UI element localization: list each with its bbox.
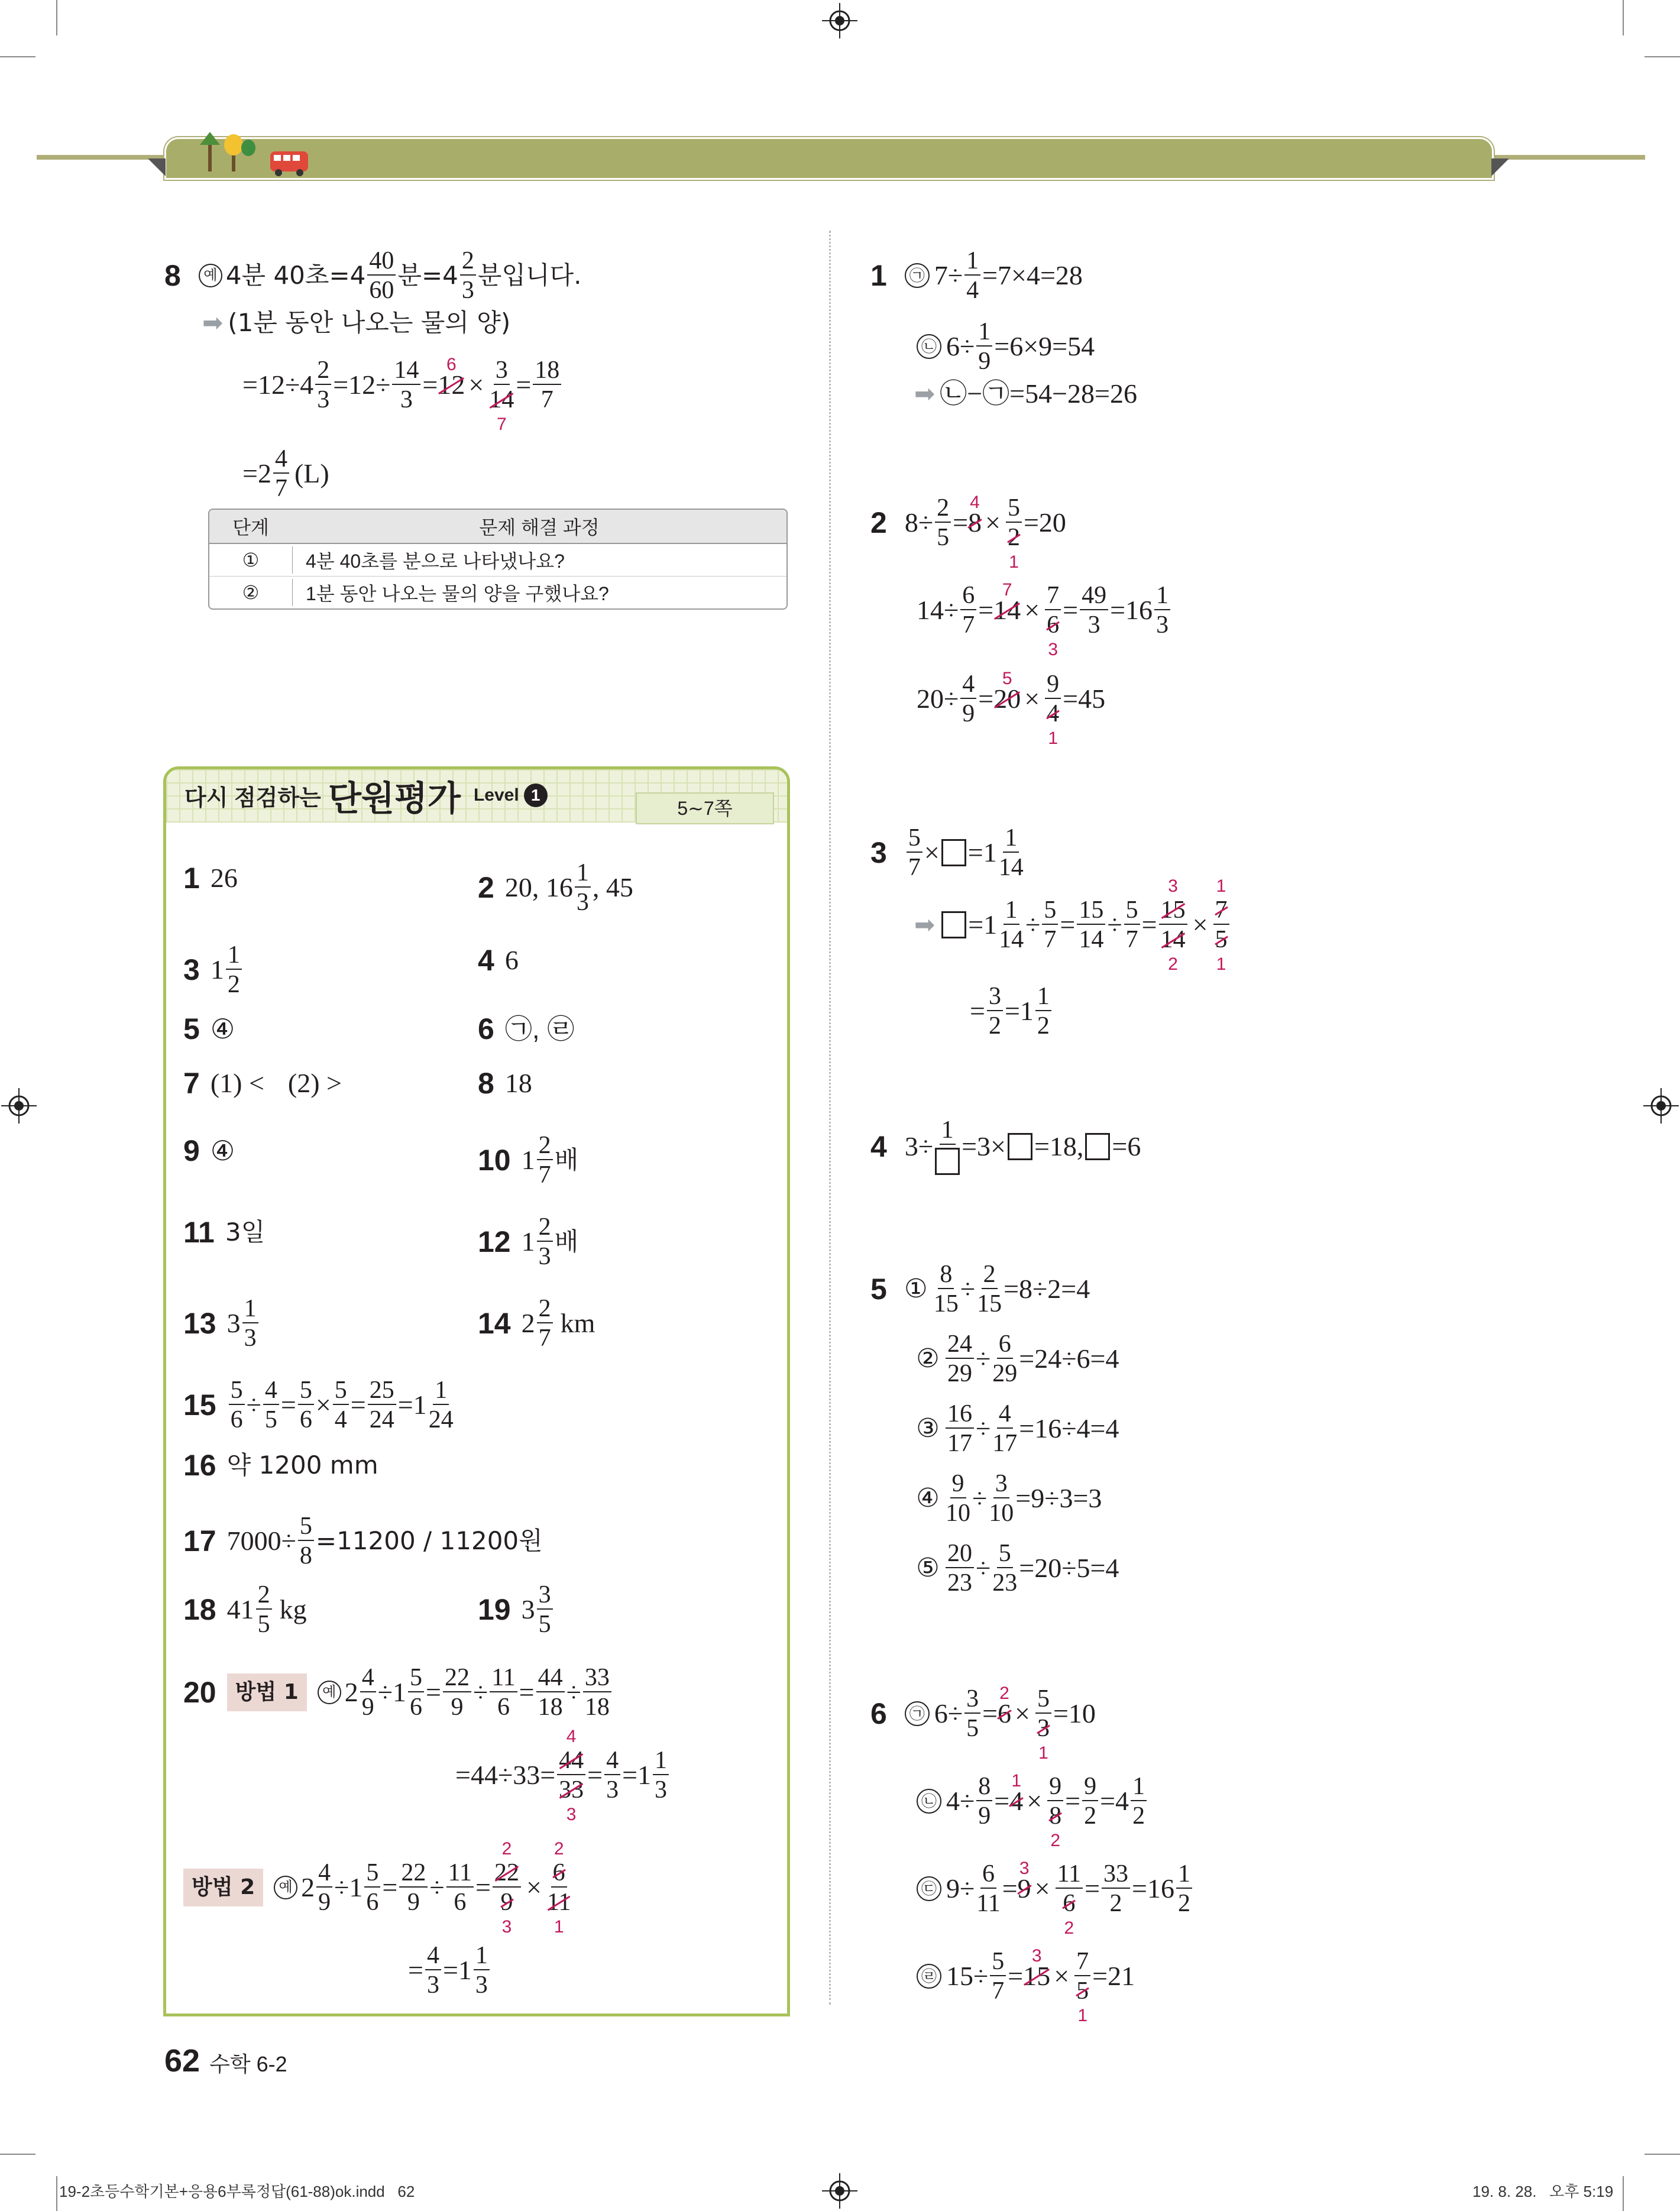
registration-mark-bottom	[822, 2173, 857, 2209]
method-badge: 방법 2	[183, 1869, 263, 1906]
r-q1-c: ➡ ㉡−㉠=54−28=26	[914, 376, 1137, 412]
fraction: $\frac{2}{3}$	[460, 248, 476, 303]
answer-14: 14 2 $\frac{2}{7}$ km	[478, 1295, 595, 1352]
arrow-icon: ➡	[914, 379, 936, 408]
q8-line1: 8 예 4분 40초=4 $\frac{40}{60}$ 분=4 $\frac{2}{3}$ 분입니다.	[164, 247, 582, 304]
answer-16: 16 약 1200 mm	[183, 1449, 378, 1482]
blank-box	[941, 911, 966, 938]
r-q3-l1: 3 $\frac{5}{7}$ × =1 $\frac{1}{14}$	[870, 824, 1024, 881]
answer-20-method2-line2: = $\frac{4}{3}$ =1 $\frac{1}{3}$	[408, 1943, 491, 1998]
method-badge: 방법 1	[227, 1673, 307, 1711]
answer-7: 7 (1) < (2) >	[183, 1067, 342, 1100]
table-header-step: 단계	[232, 517, 269, 538]
crop-mark-top-right-v	[1623, 0, 1624, 35]
r-q1-a: 1 ㉠ 7÷ $\frac{1}{4}$ =7×4=28	[870, 247, 1083, 304]
crop-mark-bottom-right-v	[1623, 2176, 1624, 2211]
header-right-tab-icon	[1491, 158, 1509, 176]
r-q6-b: ㉡ 4÷ $\frac{8}{9}$ = 4 1 × 9 8 2 = $\frac{9}{2}$ =4 $\frac{1}{2}$	[917, 1774, 1148, 1828]
blank-box	[1008, 1133, 1032, 1160]
r-q6-c: ㉢ 9÷ $\frac{6}{11}$ = 9 3 × 11 6 2 = $\frac{33}{2}$ =16 $\frac{1}{2}$	[917, 1862, 1194, 1916]
unit-test-title: 다시 점검하는 단원평가 Level 1	[184, 772, 548, 819]
r-q5-row4: ④ $\frac{9}{10}$ ÷ $\frac{3}{10}$ =9÷3=3	[916, 1470, 1102, 1527]
scoring-table	[208, 509, 788, 610]
footer-timestamp: 19. 8. 28. 오후 5:19	[1472, 2183, 1614, 2200]
table-row: ② 1분 동안 나오는 물의 양을 구했나요?	[209, 577, 786, 608]
r-q6-a: 6 ㉠ 6÷ $\frac{3}{5}$ = 6 2 × 5 3 1 =10	[870, 1684, 1096, 1763]
answer-15: 15 $\frac{5}{6}$ ÷ $\frac{4}{5}$ = $\frac{5}{6}$ × $\frac{5}{4}$ = $\frac{25}{24}$ =1 $\frac{1}{24}$	[183, 1377, 454, 1433]
cancel-note: 7	[496, 415, 507, 434]
r-q5-row5: ⑤ $\frac{20}{23}$ ÷ $\frac{5}{23}$ =20÷5=4	[916, 1540, 1119, 1597]
page-subject: 수학 6-2	[209, 2052, 287, 2076]
crop-mark-top-right	[1645, 56, 1680, 57]
r-q5-row3: ③ $\frac{16}{17}$ ÷ $\frac{4}{17}$ =16÷4=4	[916, 1400, 1119, 1457]
registration-mark-right	[1643, 1088, 1679, 1124]
cancel-note: 6	[446, 355, 457, 374]
header-bar	[164, 137, 1494, 180]
answer-2: 2 20, 16 $\frac{1}{3}$ , 45	[478, 859, 633, 916]
blank-box	[941, 839, 966, 866]
page-number-block	[164, 2042, 287, 2079]
answer-5: 5 ④	[183, 1012, 235, 1045]
answer-1: 1 26	[183, 862, 238, 895]
example-mark: 예	[199, 264, 222, 287]
arrow-icon: ➡	[202, 308, 224, 337]
page-number: 62	[164, 2043, 200, 2079]
answer-6: 6 ㉠, ㉣	[478, 1012, 575, 1045]
q8-number: 8	[164, 259, 181, 292]
answer-20-method1-line2: =44÷33= 44 4 33 3 = $\frac{4}{3}$ =1 $\frac{1}{3}$	[455, 1748, 671, 1802]
header-left-tab-icon	[148, 158, 166, 176]
table-row: ① 4분 40초를 분으로 나타냈나요?	[209, 544, 786, 577]
answer-9: 9 ④	[183, 1134, 235, 1167]
blank-box	[1085, 1133, 1110, 1160]
answer-13: 13 3 $\frac{1}{3}$	[183, 1296, 260, 1351]
q8-line4: =2 $\frac{4}{7}$ (L)	[242, 445, 329, 502]
crop-mark-bottom-left-v	[56, 2176, 57, 2211]
answer-11: 11 3일	[183, 1216, 266, 1249]
r-q5-row1: 5 ① $\frac{8}{15}$ ÷ $\frac{2}{15}$ =8÷2=4	[870, 1261, 1090, 1317]
q8-line2: ➡ (1분 동안 나오는 물의 양)	[202, 305, 510, 341]
table-header-process: 문제 해결 과정	[479, 517, 600, 538]
crop-mark-bottom-right	[1645, 2154, 1680, 2155]
level-badge: 1	[524, 784, 548, 807]
answer-12: 12 1 $\frac{2}{3}$ 배	[478, 1213, 579, 1270]
answer-19: 19 3 $\frac{3}{5}$	[478, 1582, 555, 1637]
answer-4: 4 6	[478, 944, 519, 977]
page-range-tab: 5∼7쪽	[636, 792, 774, 824]
answer-18: 18 41 $\frac{2}{5}$ kg	[183, 1581, 307, 1638]
fraction: $\frac{40}{60}$	[367, 248, 396, 303]
tree-icon	[195, 127, 260, 174]
blank-box	[935, 1148, 960, 1175]
r-q2-l3: 20÷ $\frac{4}{9}$ = 20 5 × 9 4 1 =45	[917, 669, 1106, 748]
r-q5-row2: ② $\frac{24}{29}$ ÷ $\frac{6}{29}$ =24÷6=4	[916, 1331, 1119, 1387]
q8-line3: =12÷4 $\frac{2}{3}$ =12÷ $\frac{14}{3}$ = 12 6 × 3 14 7 = $\frac{18}{7}$	[242, 358, 563, 412]
answer-20-method2-line1: 방법 2 예 2 $\frac{4}{9}$ ÷1 $\frac{5}{6}$ = $\frac{22}{9}$ ÷ $\frac{11}{6}$ = 22 2 9 3 × 6 2 11 1	[183, 1860, 572, 1915]
column-divider	[829, 231, 831, 2005]
r-q1-b: ㉡ 6÷ $\frac{1}{9}$ =6×9=54	[917, 319, 1095, 374]
answer-3: 3 1 $\frac{1}{2}$	[183, 943, 244, 997]
crop-mark-top-left	[0, 56, 35, 57]
registration-mark-top	[822, 3, 857, 38]
answer-20-method1-line1: 20 방법 1 예 2 $\frac{4}{9}$ ÷1 $\frac{5}{6}$ = $\frac{22}{9}$ ÷ $\frac{11}{6}$ = $\frac{44}{18}$ ÷ $\frac{33}{18}$	[183, 1665, 613, 1720]
answer-10: 10 1 $\frac{2}{7}$ 배	[478, 1132, 579, 1189]
r-q3-l3: = $\frac{3}{2}$ =1 $\frac{1}{2}$	[970, 984, 1053, 1038]
r-q4: 4 3÷ 1 =3× =18, =6	[870, 1118, 1141, 1175]
registration-mark-left	[1, 1088, 37, 1124]
r-q2-l1: 2 8÷ $\frac{2}{5}$ = 8 4 × 5 2 1 =20	[870, 493, 1066, 572]
r-q6-d: ㉣ 15÷ $\frac{5}{7}$ = 15 3 × 7 5 1 =21	[917, 1949, 1135, 2003]
footer-filename: 19-2초등수학기본+응용6부록정답(61-88)ok.indd 62	[59, 2183, 415, 2200]
answer-17: 17 7000÷ $\frac{5}{8}$ =11200 / 11200원	[183, 1513, 543, 1569]
crop-mark-bottom-left	[0, 2154, 35, 2155]
arrow-icon: ➡	[914, 910, 936, 939]
answer-8: 8 18	[478, 1067, 532, 1100]
r-q3-l2: ➡ =1 $\frac{1}{14}$ ÷ $\frac{5}{7}$ = $\frac{15}{14}$ ÷ $\frac{5}{7}$ = 15 3 14 2 × 7 1 5 1	[914, 898, 1231, 952]
r-q2-l2: 14÷ $\frac{6}{7}$ = 14 7 × 7 6 3 = $\frac{49}{3}$ =16 $\frac{1}{3}$	[917, 583, 1172, 637]
bus-icon	[269, 148, 310, 177]
crop-mark-top-left-v	[56, 0, 57, 35]
